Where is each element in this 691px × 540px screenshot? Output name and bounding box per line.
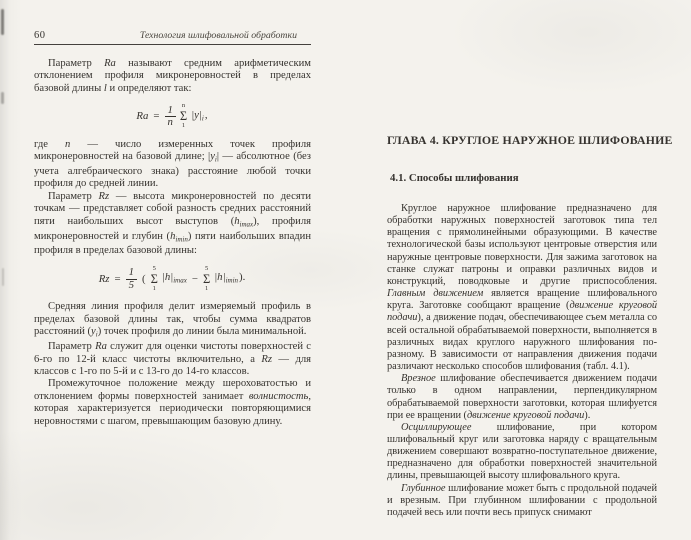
paragraph: Глубинное шлифование может быть с продольной подачей и врезным. При глубинном шлифовании с продольной подачей весь или почти весь припуск снимают <box>387 482 657 518</box>
sigma-symbol: Σ <box>179 109 188 124</box>
summation: n Σ 1 <box>179 102 188 130</box>
sigma-symbol: Σ <box>150 271 158 286</box>
fraction: $\frac{1}{5}$ <box>126 267 137 291</box>
formula-term: $|y|_i$, <box>191 108 208 123</box>
left-page <box>34 30 311 428</box>
sigma-symbol: Σ <box>202 271 211 286</box>
section-title: 4.1. Способы шлифования <box>390 172 519 184</box>
formula-rz <box>34 266 311 293</box>
running-head <box>34 30 311 45</box>
chapter-title: ГЛАВА 4. КРУГЛОЕ НАРУЖНОЕ ШЛИФОВАНИЕ <box>387 133 673 147</box>
paragraph: Врезное шлифование обеспечивается движением подачи только в одном направлении, перпендикулярном обрабатываемой поверхности заготовки, которая шлифуется при ее вращении (движение круговой подачи). <box>387 373 657 421</box>
right-page <box>387 133 673 519</box>
scan-edge-artifact <box>2 268 4 286</box>
equals-sign: = <box>153 110 160 123</box>
paragraph: Промежуточное положение между шероховатостью и отклонением формы поверхностей занимает волнистость, которая характеризуется периодически повторяющимися неровностями с шагом, превышающим базовую длину. <box>34 378 311 427</box>
fraction: $\frac{1}{n}$ <box>165 105 176 129</box>
paragraph: Параметр Ra называют средним арифметическим отклонением профиля микронеровностей в пределах базовой длины l и определяют так: <box>34 58 311 94</box>
paragraph: где n — число измеренных точек профиля микронеровностей на базовой длине; $|y_i|$ — абсолютное (без учета алгебраического знака) расстояние любой точки профиля до средней линии. <box>34 138 311 190</box>
summation: 5 Σ 1 <box>150 264 158 292</box>
scan-edge-artifact <box>1 92 4 104</box>
page-number: 60 <box>34 30 46 41</box>
summation: 5 Σ 1 <box>202 264 211 292</box>
formula-ra <box>34 103 311 130</box>
formula-lhs: Ra <box>136 110 149 123</box>
minus-sign: − <box>191 272 198 285</box>
open-paren: ( <box>142 272 146 285</box>
paragraph: Параметр Rz — высота микронеровностей по десяти точкам — представляет собой разность средних расстояний пяти наибольших высот выступов $(h_{imax})$, профиля микронеровностей и глубин $(h_{imin})$ пяти наибольших впадин профиля в пределах базовой длины: <box>34 190 312 257</box>
paragraph: Круглое наружное шлифование предназначено для обработки наружных поверхностей заготовок типа тел вращения с прямолинейными образующими. В качестве технологической базы используют центровые отверстия или наружные центровые поверхности. Для зажима заготовок на станке служат патроны и оправки различных видов и конструкций, поводковые и другие приспособления. Главным движением является вращение шлифовального круга. Заготовке сообщают вращение (движение круговой подачи), а движение подач, обеспечивающее съем металла со всей остальной обрабатываемой поверхности, выполняется в различных видах круглого наружного шлифования по-разному. В зависимости от направления движения подачи различают несколько способов шлифования (табл. 4.1). <box>387 203 657 373</box>
left-page-body <box>34 58 311 428</box>
paragraph: Параметр Ra служит для оценки чистоты поверхностей с 6-го по 12-й класс чистоты включительно, а Rz — для классов с 1-го по 5-й и с 13-го до 14-го классов. <box>34 341 311 377</box>
paragraph: Средняя линия профиля делит измеряемый профиль в пределах базовой длины так, чтобы сумма квадратов расстояний $(y_i)$ точек профиля до линии была минимальной. <box>34 301 311 339</box>
running-title: Технология шлифовальной обработки <box>139 30 297 41</box>
formula-term: $|h|_{imin}$). <box>214 271 246 285</box>
equals-sign: = <box>114 272 121 285</box>
formula-term: $|h|_{imax}$ <box>161 271 187 285</box>
scan-edge-artifact <box>1 9 4 35</box>
paragraph: Осциллирующее шлифование, при котором шлифовальный круг или заготовка наряду с вращательным движением совершают возвратно-поступательное движение, предназначено для обработки поверхностей значительной длины, превышающей высоту шлифовального круга. <box>387 421 657 482</box>
formula-lhs: Rz <box>98 272 110 285</box>
right-page-body <box>387 203 657 519</box>
